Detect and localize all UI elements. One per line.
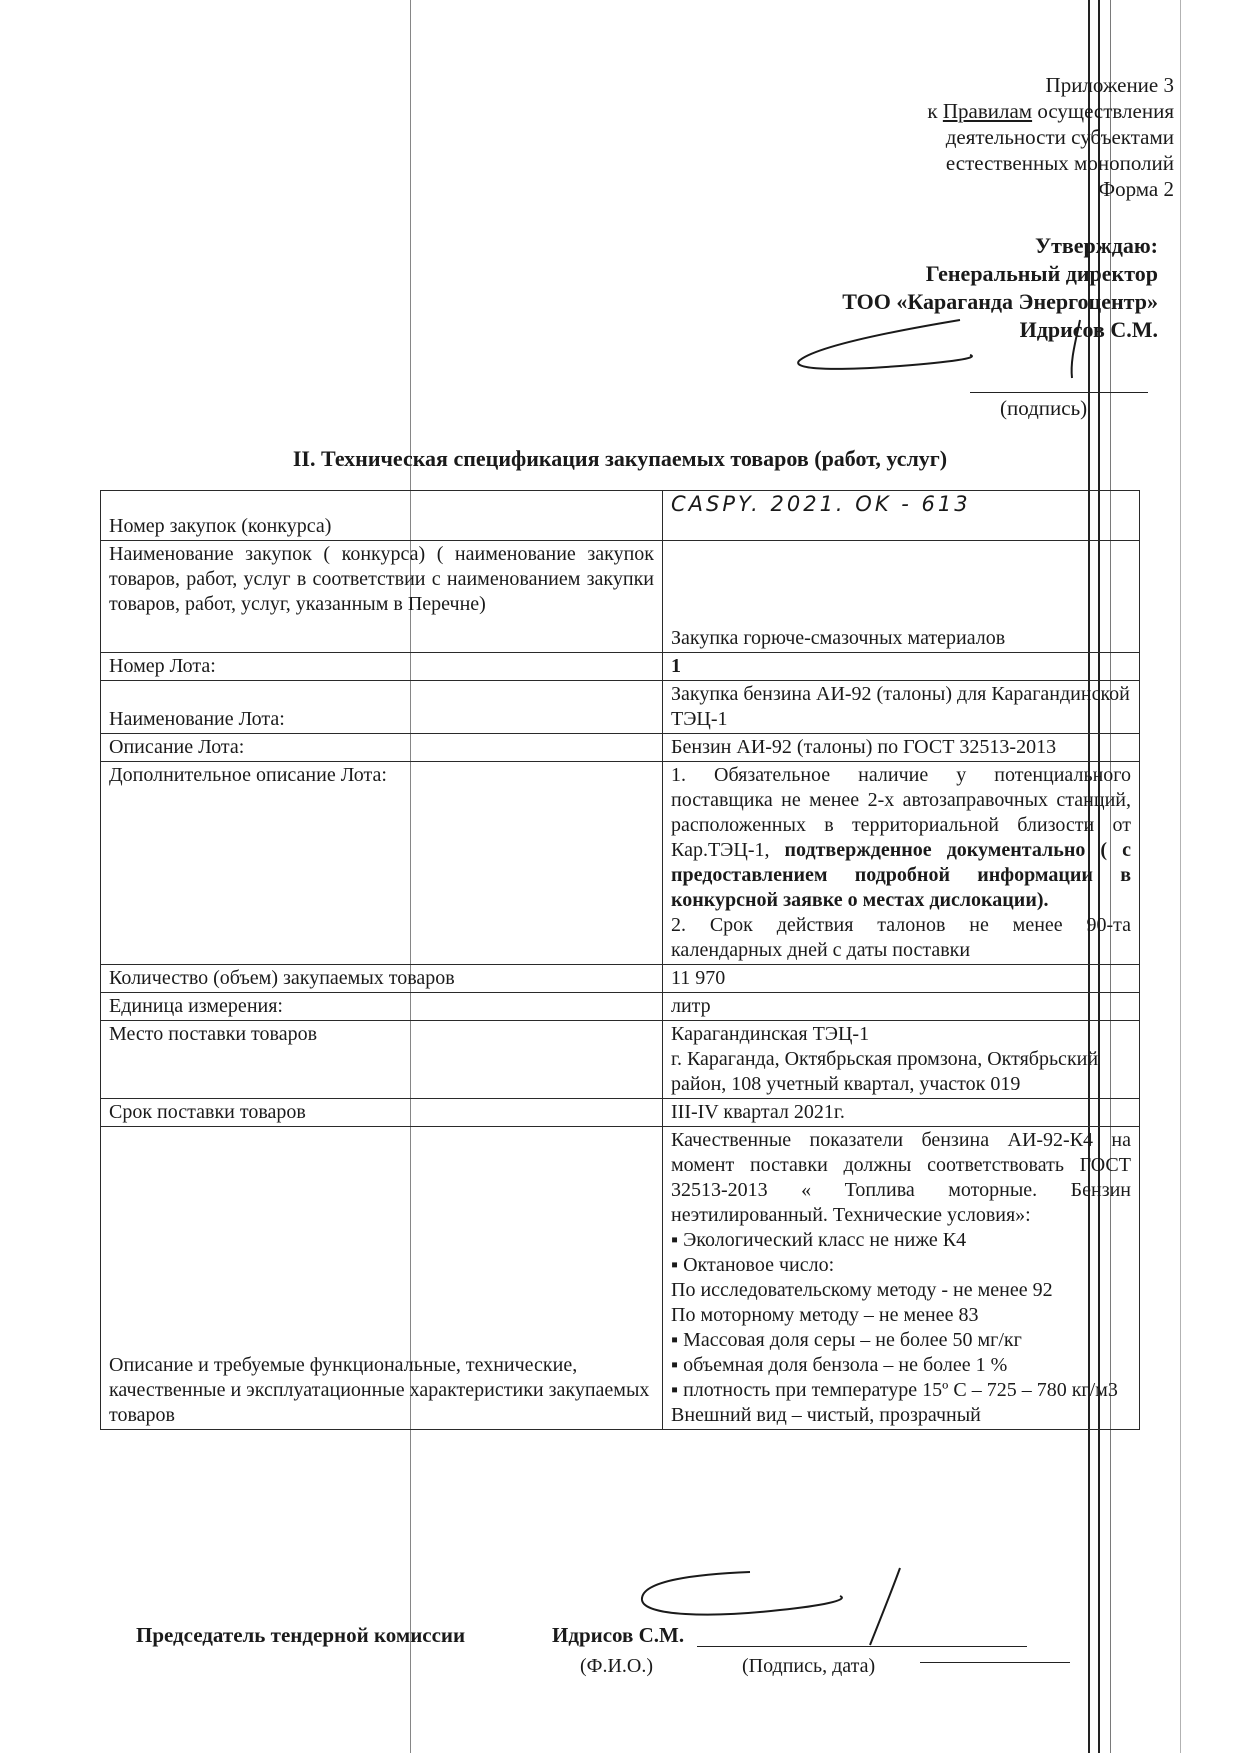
row-label: Наименование Лота: (101, 681, 663, 734)
row-value: литр (663, 993, 1140, 1021)
row-label: Описание Лота: (101, 734, 663, 762)
quality-item: ▪ Октановое число: (671, 1254, 835, 1276)
quality-item: Внешний вид – чистый, прозрачный (671, 1404, 981, 1426)
row-label: Место поставки товаров (101, 1021, 663, 1099)
approval-line1: Утверждаю: (1034, 233, 1158, 258)
quality-item: ▪ плотность при температуре 15º С – 725 – 780 кг/м3 (671, 1379, 1118, 1401)
table-row (101, 1099, 1140, 1127)
annex-line5: Форма 2 (1098, 177, 1174, 201)
quality-intro: Качественные показатели бензина АИ-92-К4 на момент поставки должны соответствовать ГОСТ 32513-2013 « Топлива моторные. Бензин неэтилированный. Технические условия»: (671, 1129, 1131, 1226)
quality-item: По исследовательскому методу - не менее 92 (671, 1279, 1053, 1301)
additional-description-text: 1. Обязательное наличие у потенциального поставщика не менее 2-х автозаправочных станций, расположенных в территориальной близости от Кар.ТЭЦ-1, (671, 764, 1131, 861)
table-row (101, 993, 1140, 1021)
table-row (101, 653, 1140, 681)
table-row (101, 762, 1140, 965)
quality-item: ▪ объемная доля бензола – не более 1 % (671, 1354, 1008, 1376)
chair-signature-line-2 (920, 1662, 1070, 1663)
approval-signature (780, 300, 1120, 380)
fio-caption: (Ф.И.О.) (580, 1655, 654, 1677)
table-row (101, 681, 1140, 734)
row-value: 1 (663, 653, 1140, 681)
quality-item: ▪ Массовая доля серы – не более 50 мг/кг (671, 1329, 1022, 1351)
sign-date-caption: (Подпись, дата) (742, 1655, 876, 1677)
chair-signature-line (697, 1646, 1027, 1647)
annex-line1: Приложение 3 (1045, 73, 1174, 97)
quality-item: По моторному методу – не менее 83 (671, 1304, 979, 1326)
table-row (101, 1127, 1140, 1430)
table-row (101, 491, 1140, 541)
row-label: Единица измерения: (101, 993, 663, 1021)
annex-line2-prefix: к (927, 99, 943, 123)
approval-signature-line (970, 392, 1148, 393)
approval-line4: Идрисов С.М. (1019, 317, 1158, 342)
row-label: Описание и требуемые функциональные, технические, качественные и эксплуатационные характеристики закупаемых товаров (101, 1127, 663, 1430)
handwritten-procurement-number: CASPY. 2021. OK - 613 (671, 492, 971, 516)
row-value (663, 762, 1140, 965)
chair-label: Председатель тендерной комиссии (136, 1623, 466, 1647)
annex-line2-suffix: осуществления (1032, 99, 1174, 123)
chair-name: Идрисов С.М. (552, 1623, 685, 1647)
table-row (101, 1021, 1140, 1099)
annex-header (654, 72, 1174, 202)
row-value: Закупка бензина АИ-92 (талоны) для Карагандинской ТЭЦ-1 (663, 681, 1140, 734)
scan-line-edge (1180, 0, 1181, 1753)
row-label: Количество (объем) закупаемых товаров (101, 965, 663, 993)
row-value: Карагандинская ТЭЦ-1 г. Караганда, Октябрьская промзона, Октябрьский район, 108 учетный квартал, участок 019 (663, 1021, 1140, 1099)
annex-line3: деятельности субъектами (945, 125, 1174, 149)
additional-description-bold: подтвержденное документально ( с предоставлением подробной информации в конкурсной заявке о местах дислокации). (671, 839, 1131, 911)
annex-line2 (654, 98, 1174, 124)
approval-line3: ТОО «Караганда Энергоцентр» (842, 289, 1158, 314)
table-row (101, 541, 1140, 653)
row-value: Закупка горюче-смазочных материалов (663, 541, 1140, 653)
row-label: Срок поставки товаров (101, 1099, 663, 1127)
rules-link: Правилам (942, 99, 1033, 123)
annex-line4: естественных монополий (945, 151, 1174, 175)
row-label: Номер Лота: (101, 653, 663, 681)
section-heading: II. Техническая спецификация закупаемых товаров (работ, услуг) (292, 446, 948, 471)
additional-description-term: 2. Срок действия талонов не менее 90-та календарных дней с даты поставки (671, 914, 1131, 961)
row-label: Дополнительное описание Лота: (101, 762, 663, 965)
row-value: 11 970 (663, 965, 1140, 993)
specification-table (100, 490, 1140, 1430)
approval-line2: Генеральный директор (925, 261, 1158, 286)
table-row (101, 965, 1140, 993)
signature-caption: (подпись) (1000, 396, 1088, 420)
row-value (663, 491, 1140, 541)
row-label: Наименование закупок ( конкурса) ( наименование закупок товаров, работ, услуг в соответствии с наименованием закупки товаров, работ, услуг, указанным в Перечне) (101, 541, 663, 653)
table-row (101, 734, 1140, 762)
row-value: Бензин АИ-92 (талоны) по ГОСТ 32513-2013 (663, 734, 1140, 762)
row-label: Номер закупок (конкурса) (101, 491, 663, 541)
row-value (663, 1127, 1140, 1430)
quality-item: ▪ Экологический класс не ниже К4 (671, 1229, 967, 1251)
row-value: III-IV квартал 2021г. (663, 1099, 1140, 1127)
